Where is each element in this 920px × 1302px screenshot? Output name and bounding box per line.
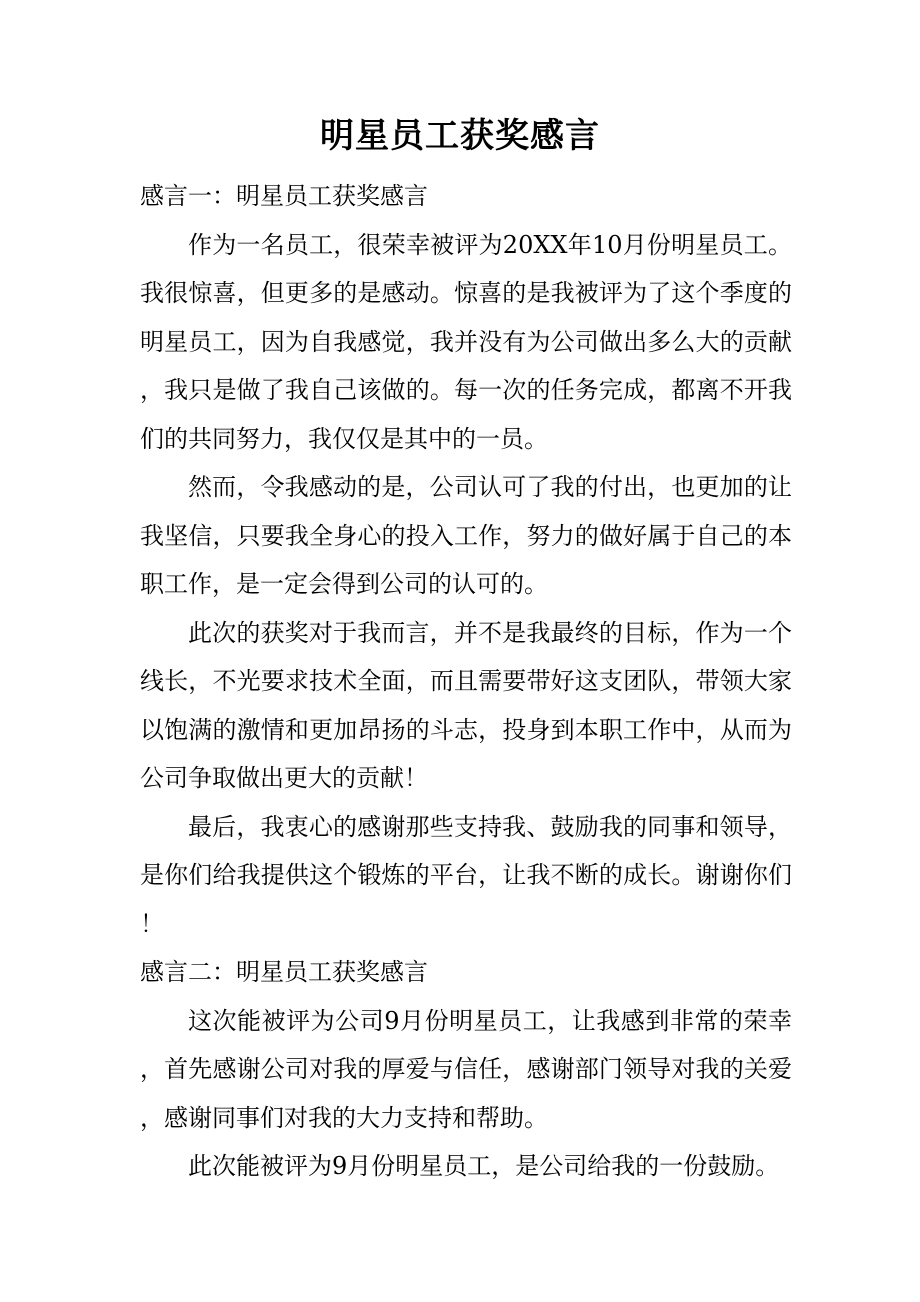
- section-heading: 感言二：明星员工获奖感言: [140, 958, 428, 986]
- paragraph: 作为一名员工，很荣幸被评为20XX年10月份明星员工。我很惊喜，但更多的是感动。惊喜的是我被评为了这个季度的明星员工，因为自我感觉，我并没有为公司做出多么大的贡献，我只是做了我自己该做的。每一次的任务完成，都离不开我们的共同努力，我仅仅是其中的一员。: [140, 230, 792, 453]
- section-heading: 感言一：明星员工获奖感言: [140, 182, 428, 210]
- section-one: [140, 172, 792, 948]
- paragraph: 这次能被评为公司9月份明星员工，让我感到非常的荣幸，首先感谢公司对我的厚爱与信任，感谢部门领导对我的关爱，感谢同事们对我的大力支持和帮助。: [140, 1006, 792, 1132]
- paragraph: 此次的获奖对于我而言，并不是我最终的目标，作为一个线长，不光要求技术全面，而且需要带好这支团队，带领大家以饱满的激情和更加昂扬的斗志，投身到本职工作中，从而为公司争取做出更大的贡献！: [140, 618, 792, 792]
- section-two: [140, 948, 792, 1191]
- document-body: [140, 172, 792, 1191]
- paragraph: 然而，令我感动的是，公司认可了我的付出，也更加的让我坚信，只要我全身心的投入工作，努力的做好属于自己的本职工作，是一定会得到公司的认可的。: [140, 473, 792, 598]
- document-title: 明星员工获奖感言: [320, 116, 600, 156]
- paragraph: 此次能被评为9月份明星员工，是公司给我的一份鼓励。: [188, 1152, 780, 1180]
- paragraph: 最后，我衷心的感谢那些支持我、鼓励我的同事和领导，是你们给我提供这个锻炼的平台，让我不断的成长。谢谢你们！: [140, 812, 792, 938]
